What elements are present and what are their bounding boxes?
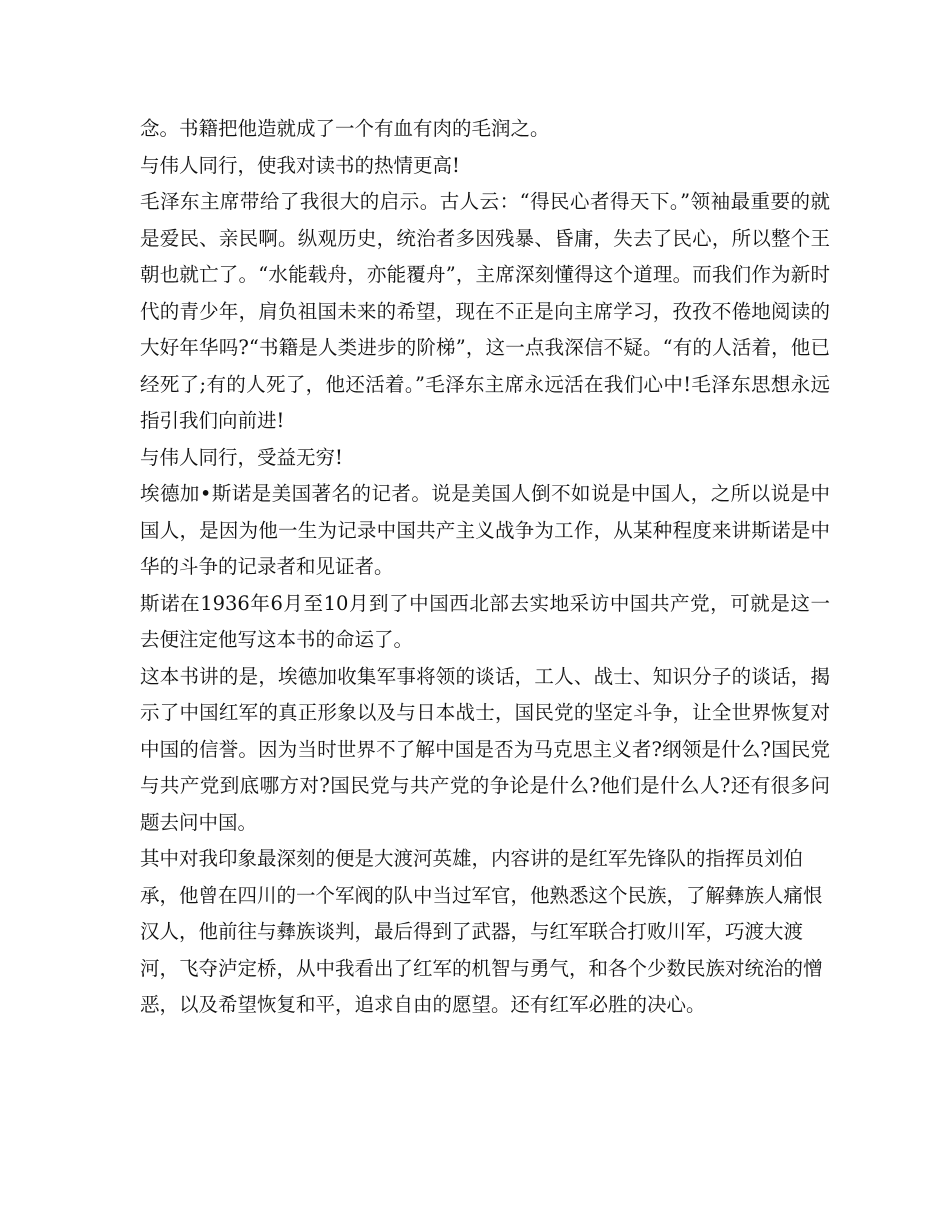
paragraph-4: 与伟人同行，受益无穷! <box>140 445 343 469</box>
paragraph-5: 埃德加•斯诺是美国著名的记者。说是美国人倒不如说是中国人，之所以说是中国人，是因为他一生为记录中国共产主义战争为工作，从某种程度来讲斯诺是中华的斗争的记录者和见证者。 <box>140 482 830 578</box>
paragraph-1: 念。书籍把他造就成了一个有血有肉的毛润之。 <box>140 117 550 140</box>
paragraph-8: 其中对我印象最深刻的便是大渡河英雄，内容讲的是红军先锋队的指挥员刘伯承，他曾在四川的一个军阀的队中当过军官，他熟悉这个民族，了解彝族人痛恨汉人，他前往与彝族谈判，最后得到了武器，与红军联合打败川军，巧渡大渡河，飞夺泸定桥，从中我看出了红军的机智与勇气，和各个少数民族对统治的憎恶，以及希望恢复和平，追求自由的愿望。还有红军必胜的决心。 <box>140 847 823 1016</box>
paragraph-6: 斯诺在1936年6月至10月到了中国西北部去实地采访中国共产党，可就是这一去便注定他写这本书的命运了。 <box>140 591 830 651</box>
document-body <box>140 111 830 1024</box>
paragraph-7: 这本书讲的是，埃德加收集军事将领的谈话，工人、战士、知识分子的谈话，揭示了中国红军的真正形象以及与日本战士，国民党的坚定斗争，让全世界恢复对中国的信誉。因为当时世界不了解中国是否为马克思主义者?纲领是什么?国民党与共产党到底哪方对?国民党与共产党的争论是什么?他们是什么人?还有很多问题去问中国。 <box>140 664 830 834</box>
paragraph-2: 与伟人同行，使我对读书的热情更高! <box>140 153 460 177</box>
paragraph-3: 毛泽东主席带给了我很大的启示。古人云：“得民心者得天下。”领袖最重要的就是爱民、亲民啊。纵观历史，统治者多因残暴、昏庸，失去了民心，所以整个王朝也就亡了。“水能载舟，亦能覆舟”，主席深刻懂得这个道理。而我们作为新时代的青少年，肩负祖国未来的希望，现在不正是向主席学习，孜孜不倦地阅读的大好年华吗?“书籍是人类进步的阶梯”，这一点我深信不疑。“有的人活着，他已经死了;有的人死了，他还活着。”毛泽东主席永远活在我们心中!毛泽东思想永远指引我们向前进! <box>140 190 830 432</box>
